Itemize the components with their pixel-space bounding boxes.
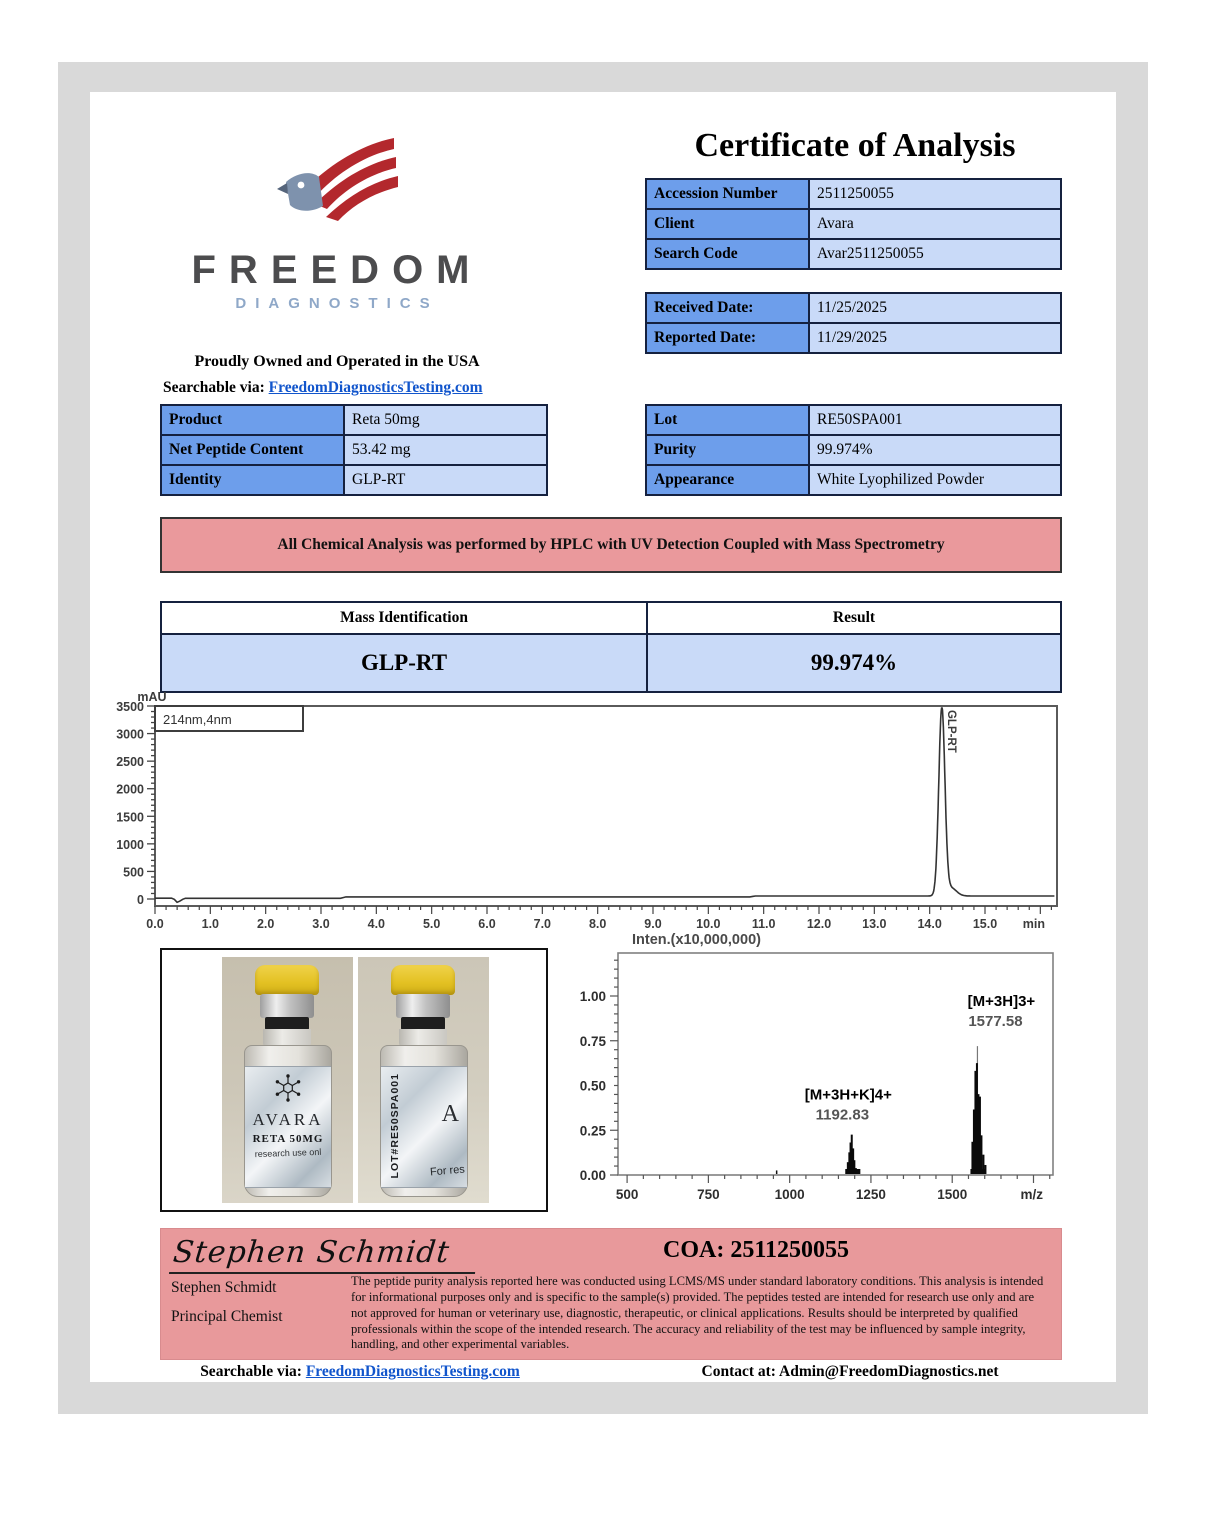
searchable-prefix: Searchable via: [200,1363,306,1380]
svg-text:1.0: 1.0 [201,917,220,931]
info-label: Accession Number [647,180,810,210]
svg-text:1000: 1000 [116,837,144,852]
svg-text:1250: 1250 [855,1187,886,1202]
vial-back [358,957,489,1203]
method-banner: All Chemical Analysis was performed by HPLC with UV Detection Coupled with Mass Spectrometry [160,517,1062,573]
product-value: GLP-RT [345,466,546,496]
svg-text:0.75: 0.75 [579,1033,606,1049]
svg-text:750: 750 [697,1187,720,1202]
svg-text:0.25: 0.25 [579,1123,606,1139]
hplc-svg [100,690,1090,942]
date-value: 11/25/2025 [810,294,1060,324]
info-value: Avara [810,210,1060,240]
product-value: Reta 50mg [345,406,546,436]
vial-label-back [381,1066,467,1188]
vial-product: RETA 50MG [252,1133,324,1145]
svg-text:3000: 3000 [116,727,144,742]
hplc-peak-label: GLP-RT [944,710,957,753]
svg-text:1500: 1500 [116,810,144,825]
vial-ferrule [260,994,314,1018]
svg-text:3.0: 3.0 [312,917,330,931]
svg-text:1000: 1000 [774,1187,805,1202]
lot-value: RE50SPA001 [810,406,1060,436]
svg-text:214nm,4nm: 214nm,4nm [163,712,232,727]
svg-text:0: 0 [137,893,144,907]
info-label: Client [647,210,810,240]
lot-label: Purity [647,436,810,466]
mass-value-identification: GLP-RT [162,635,648,691]
vial-research-line: research use onl [254,1146,322,1160]
svg-text:500: 500 [615,1187,639,1202]
disclaimer-text: The peptide purity analysis reported here was conducted using LCMS/MS under standard laboratory conditions. This analysis is intended for informational purposes only and is specific to the sample(s) provided. The peptides tested are intended for research use only and are not approved for human or veterinary use, diagnostic, therapeutic, or clinical applications. Results should be interpreted by qualified professionals within the scope of the intended research. The accuracy and reliability of the test may be influenced by sample integrity, handling, and other experimental variables. [351,1274,1044,1352]
svg-text:2000: 2000 [116,782,144,797]
searchable-link-bottom[interactable]: FreedomDiagnosticsTesting.com [305,1363,520,1380]
vial-photo-front [222,957,353,1203]
page-frame [58,62,1148,1414]
searchable-link-top[interactable]: FreedomDiagnosticsTesting.com [268,379,483,396]
hplc-trace [155,708,1054,902]
ms-ion-label: [M+3H]3+ [967,993,1036,1011]
svg-text:0.00: 0.00 [579,1168,606,1183]
product-label: Product [162,406,345,436]
logo-wordmark: FREEDOM [191,248,483,292]
vial-lot-number: LOT#RE50SPA001 [389,1073,401,1179]
vial-cap [255,965,319,995]
svg-text:11.0: 11.0 [751,917,776,931]
svg-text:3500: 3500 [116,700,144,714]
mass-header-identification: Mass Identification [162,603,648,635]
svg-text:Inten.(x10,000,000): Inten.(x10,000,000) [632,932,761,948]
freedom-logo-eagle-icon [270,132,402,246]
ms-mz-value: 1577.58 [968,1013,1023,1031]
certificate-document [90,92,1116,1382]
svg-text:9.0: 9.0 [644,917,662,931]
svg-text:mAU: mAU [137,690,167,704]
product-value: 53.42 mg [345,436,546,466]
product-table [160,404,548,496]
mass-identification-table [160,601,1062,693]
contact-prefix: Contact at: [701,1363,779,1380]
svg-text:6.0: 6.0 [478,917,496,931]
vial-photos-box [160,948,548,1212]
svg-text:12.0: 12.0 [806,917,832,931]
page-title: Certificate of Analysis [694,127,1016,164]
vial-ferrule [396,994,450,1018]
date-label: Received Date: [647,294,810,324]
info-label: Search Code [647,240,810,270]
ms-svg [578,930,1106,1220]
product-label: Identity [162,466,345,496]
searchable-line-bottom [160,1363,560,1381]
svg-text:4.0: 4.0 [367,917,386,931]
svg-text:8.0: 8.0 [588,917,607,931]
svg-text:min: min [1022,917,1045,931]
dates-table [645,292,1062,354]
vial-body [244,1045,332,1197]
svg-text:15.0: 15.0 [972,917,998,931]
chemist-title: Principal Chemist [171,1308,283,1325]
svg-text:5.0: 5.0 [422,917,441,931]
vial-label-front [245,1066,331,1188]
searchable-line-top [163,379,593,397]
mass-spectrum [578,930,1106,1220]
ms-ion-label: [M+3H+K]4+ [804,1086,892,1104]
vial-partial-front-text: For res [429,1163,466,1179]
molecule-icon [245,1073,331,1108]
vial-cap [391,965,455,995]
vial-body [380,1045,468,1197]
logo-subtitle: DIAGNOSTICS [235,295,439,312]
date-value: 11/29/2025 [810,324,1060,354]
tagline: Proudly Owned and Operated in the USA [194,353,480,370]
lot-table [645,404,1062,496]
lot-value: 99.974% [810,436,1060,466]
lot-label: Appearance [647,466,810,496]
info-value: Avar2511250055 [810,240,1060,270]
lot-value: White Lyophilized Powder [810,466,1060,496]
searchable-prefix: Searchable via: [163,379,269,396]
svg-text:10.0: 10.0 [696,917,721,931]
svg-text:500: 500 [123,865,144,880]
contact-line [650,1363,1050,1381]
ms-mz-value: 1192.83 [815,1106,870,1124]
vial-photo-back [358,957,489,1203]
svg-text:1.00: 1.00 [579,989,606,1004]
svg-text:0.50: 0.50 [579,1078,606,1094]
svg-text:1500: 1500 [937,1187,968,1202]
accession-info-table [645,178,1062,270]
chemist-name: Stephen Schmidt [171,1279,277,1296]
date-label: Reported Date: [647,324,810,354]
product-label: Net Peptide Content [162,436,345,466]
signature: Stephen Schmidt [171,1235,477,1274]
mass-value-result: 99.974% [648,635,1060,691]
vial-front [222,957,353,1203]
svg-text:13.0: 13.0 [862,917,887,931]
vial-partial-letter: A [441,1101,461,1127]
contact-email: Admin@FreedomDiagnostics.net [779,1363,999,1380]
coa-number: COA: 2511250055 [663,1237,849,1263]
svg-text:7.0: 7.0 [533,917,552,931]
svg-text:2500: 2500 [116,755,144,770]
vial-brand: AVARA [252,1110,324,1129]
hplc-chromatogram [100,690,1090,942]
footer-block [160,1228,1062,1360]
svg-text:m/z: m/z [1020,1187,1043,1202]
info-value: 2511250055 [810,180,1060,210]
svg-text:14.0: 14.0 [917,917,942,931]
svg-text:0.0: 0.0 [146,917,164,931]
svg-text:2.0: 2.0 [256,917,275,931]
lot-label: Lot [647,406,810,436]
mass-header-result: Result [648,603,1060,635]
